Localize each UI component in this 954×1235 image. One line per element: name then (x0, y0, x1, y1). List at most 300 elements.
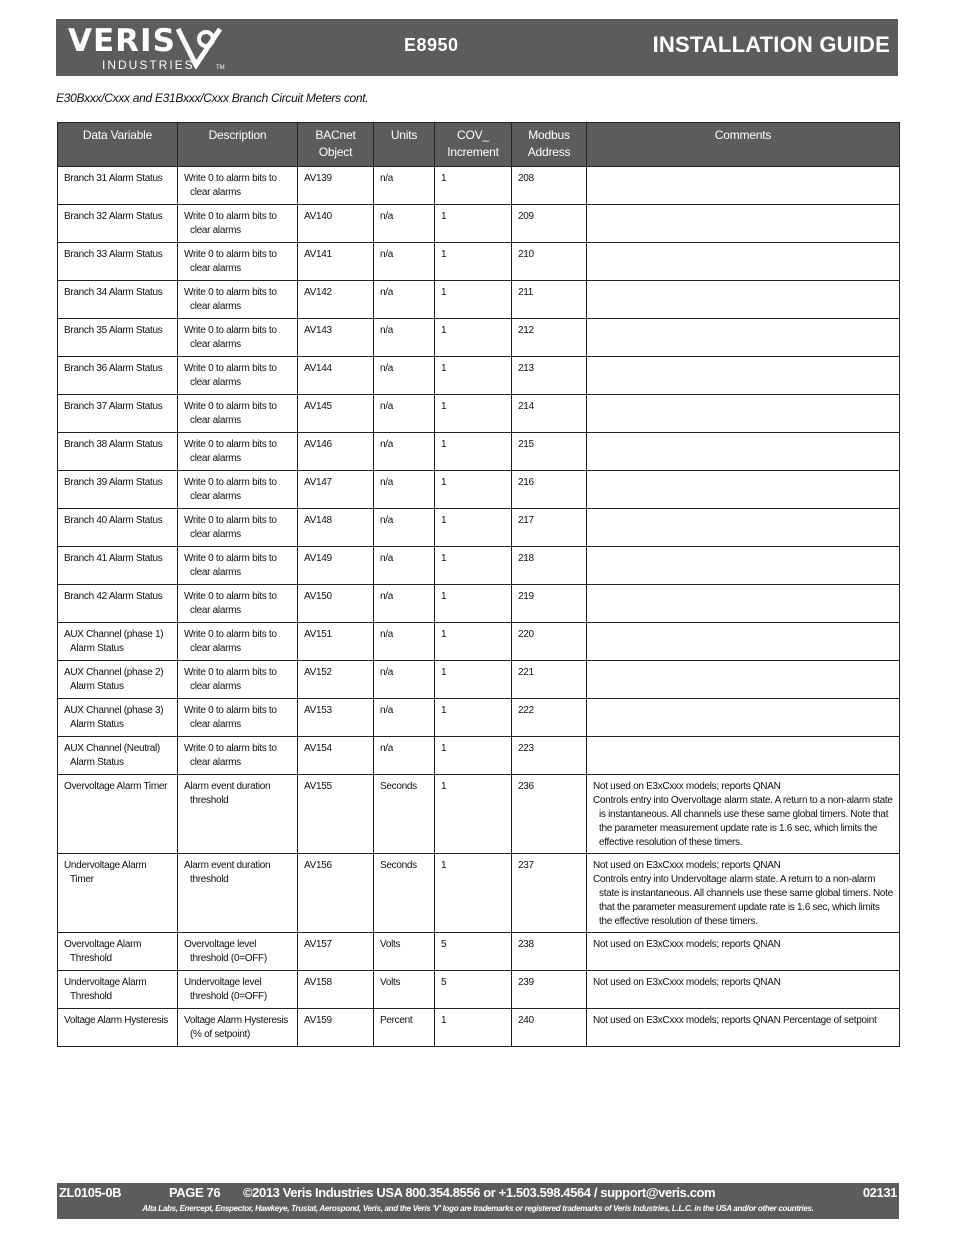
modbus-address-text: 221 (518, 667, 534, 678)
data-variable-text: Branch 32 Alarm Status (64, 211, 163, 222)
modbus-address-text: 222 (518, 705, 534, 716)
cov-increment-cell (435, 585, 512, 623)
table-row (58, 699, 900, 737)
bacnet-object-cell (298, 661, 374, 699)
cov-increment-text: 1 (441, 1015, 447, 1026)
units-text: n/a (380, 401, 394, 412)
description-text: Write 0 to alarm bits to clear alarms (184, 211, 277, 236)
description-text: Write 0 to alarm bits to clear alarms (184, 705, 277, 730)
cov-increment-cell (435, 509, 512, 547)
data-variable-cell (58, 854, 178, 933)
table-row (58, 395, 900, 433)
description-cell (178, 205, 298, 243)
table-row (58, 433, 900, 471)
table-row (58, 933, 900, 971)
units-text: n/a (380, 439, 394, 450)
cov-increment-cell (435, 661, 512, 699)
comments-cell (587, 243, 900, 281)
cov-increment-text: 1 (441, 667, 447, 678)
bacnet-object-text: AV151 (304, 629, 332, 640)
description-text: Write 0 to alarm bits to clear alarms (184, 363, 277, 388)
data-variable-text: Voltage Alarm Hysteresis (64, 1015, 168, 1026)
table-row (58, 971, 900, 1009)
table-row (58, 737, 900, 775)
modbus-address-cell (512, 433, 587, 471)
comments-cell (587, 319, 900, 357)
bacnet-object-text: AV149 (304, 553, 332, 564)
comment-text: Controls entry into Overvoltage alarm state. A return to a non-alarm state is instantaneous. All channels use these same global timers. Note that the parameter measurement update rate is 1.6 sec, which limits the effective resolution of these timers. (593, 795, 893, 848)
cov-increment-text: 1 (441, 439, 447, 450)
modbus-address-cell (512, 357, 587, 395)
table-row (58, 623, 900, 661)
units-text: n/a (380, 363, 394, 374)
comments-cell (587, 167, 900, 205)
modbus-address-text: 209 (518, 211, 534, 222)
comments-cell (587, 737, 900, 775)
page-footer (57, 1183, 899, 1219)
description-text: Write 0 to alarm bits to clear alarms (184, 591, 277, 616)
cov-increment-cell (435, 167, 512, 205)
bacnet-object-text: AV153 (304, 705, 332, 716)
data-variable-text: Branch 39 Alarm Status (64, 477, 163, 488)
table-row (58, 319, 900, 357)
modbus-address-text: 216 (518, 477, 534, 488)
logo-wordmark: VERIS (68, 23, 176, 59)
comment-text: Controls entry into Undervoltage alarm state. A return to a non-alarm state is instantaneous. All channels use these same global timers. Note that the parameter measurement update rate is 1.6 sec, which limits the effective resolution of these timers. (593, 874, 893, 927)
comment-text: Not used on E3xCxxx models; reports QNAN (593, 860, 781, 871)
column-header: COV_ Increment (435, 123, 512, 167)
description-text: Write 0 to alarm bits to clear alarms (184, 325, 277, 350)
bacnet-object-cell (298, 243, 374, 281)
contact-info: ©2013 Veris Industries USA 800.354.8556 or +1.503.598.4564 / support@veris.com (243, 1185, 716, 1200)
description-cell (178, 737, 298, 775)
page-header (56, 19, 898, 76)
cov-increment-cell (435, 737, 512, 775)
comments-cell (587, 395, 900, 433)
bacnet-object-cell (298, 357, 374, 395)
description-cell (178, 775, 298, 854)
cov-increment-text: 1 (441, 629, 447, 640)
data-variable-text: Branch 33 Alarm Status (64, 249, 163, 260)
description-cell (178, 623, 298, 661)
units-text: n/a (380, 249, 394, 260)
description-cell (178, 661, 298, 699)
description-text: Write 0 to alarm bits to clear alarms (184, 629, 277, 654)
cov-increment-cell (435, 395, 512, 433)
description-cell (178, 971, 298, 1009)
table-row (58, 243, 900, 281)
bacnet-object-text: AV159 (304, 1015, 332, 1026)
data-variable-cell (58, 281, 178, 319)
comments-cell (587, 433, 900, 471)
units-cell (374, 281, 435, 319)
modbus-address-text: 218 (518, 553, 534, 564)
comments-cell (587, 661, 900, 699)
data-variable-cell (58, 167, 178, 205)
modbus-address-text: 240 (518, 1015, 534, 1026)
column-header: Modbus Address (512, 123, 587, 167)
cov-increment-cell (435, 623, 512, 661)
units-cell (374, 1009, 435, 1047)
modbus-address-cell (512, 319, 587, 357)
cov-increment-cell (435, 319, 512, 357)
data-variable-cell (58, 243, 178, 281)
cov-increment-cell (435, 699, 512, 737)
units-text: n/a (380, 743, 394, 754)
bacnet-object-cell (298, 395, 374, 433)
units-cell (374, 737, 435, 775)
bacnet-object-cell (298, 547, 374, 585)
modbus-address-cell (512, 167, 587, 205)
description-text: Write 0 to alarm bits to clear alarms (184, 553, 277, 578)
bacnet-object-text: AV157 (304, 939, 332, 950)
modbus-address-cell (512, 395, 587, 433)
cov-increment-text: 5 (441, 939, 447, 950)
guide-title: INSTALLATION GUIDE (652, 32, 890, 57)
modbus-address-text: 220 (518, 629, 534, 640)
modbus-address-text: 214 (518, 401, 534, 412)
description-cell (178, 167, 298, 205)
data-variable-text: Branch 42 Alarm Status (64, 591, 163, 602)
cov-increment-cell (435, 971, 512, 1009)
description-text: Voltage Alarm Hysteresis (% of setpoint) (184, 1015, 288, 1040)
units-cell (374, 933, 435, 971)
bacnet-object-cell (298, 933, 374, 971)
cov-increment-cell (435, 243, 512, 281)
description-cell (178, 933, 298, 971)
data-variable-text: AUX Channel (phase 2) Alarm Status (64, 667, 164, 692)
units-text: n/a (380, 705, 394, 716)
units-text: n/a (380, 287, 394, 298)
comments-cell (587, 471, 900, 509)
description-text: Write 0 to alarm bits to clear alarms (184, 667, 277, 692)
bacnet-object-text: AV150 (304, 591, 332, 602)
modbus-address-cell (512, 1009, 587, 1047)
modbus-address-text: 208 (518, 173, 534, 184)
description-cell (178, 547, 298, 585)
description-cell (178, 395, 298, 433)
comment-text: Not used on E3xCxxx models; reports QNAN (593, 781, 781, 792)
data-variable-cell (58, 509, 178, 547)
bacnet-object-text: AV155 (304, 781, 332, 792)
units-cell (374, 971, 435, 1009)
description-cell (178, 319, 298, 357)
data-variable-cell (58, 585, 178, 623)
modbus-address-cell (512, 854, 587, 933)
description-text: Alarm event duration threshold (184, 781, 271, 806)
column-header: Units (374, 123, 435, 167)
cov-increment-text: 1 (441, 860, 447, 871)
table-row (58, 357, 900, 395)
comments-cell (587, 623, 900, 661)
table-row (58, 585, 900, 623)
units-cell (374, 547, 435, 585)
modbus-address-cell (512, 547, 587, 585)
bacnet-object-text: AV147 (304, 477, 332, 488)
bacnet-object-cell (298, 433, 374, 471)
cov-increment-text: 1 (441, 211, 447, 222)
units-text: Seconds (380, 781, 417, 792)
bacnet-object-cell (298, 471, 374, 509)
data-variable-text: Undervoltage Alarm Threshold (64, 977, 147, 1002)
modbus-address-cell (512, 585, 587, 623)
modbus-address-text: 236 (518, 781, 534, 792)
modbus-address-text: 237 (518, 860, 534, 871)
data-variable-text: Branch 36 Alarm Status (64, 363, 163, 374)
units-cell (374, 319, 435, 357)
bacnet-object-cell (298, 1009, 374, 1047)
modbus-address-text: 223 (518, 743, 534, 754)
cov-increment-cell (435, 357, 512, 395)
modbus-address-cell (512, 661, 587, 699)
cov-increment-text: 1 (441, 515, 447, 526)
units-cell (374, 205, 435, 243)
data-variable-cell (58, 471, 178, 509)
cov-increment-text: 1 (441, 325, 447, 336)
logo-trademark: TM (216, 65, 225, 71)
modbus-address-cell (512, 623, 587, 661)
data-variable-text: Overvoltage Alarm Timer (64, 781, 168, 792)
data-variable-cell (58, 395, 178, 433)
description-text: Write 0 to alarm bits to clear alarms (184, 439, 277, 464)
data-variable-text: AUX Channel (Neutral) Alarm Status (64, 743, 160, 768)
modbus-address-text: 211 (518, 287, 534, 298)
bacnet-object-cell (298, 737, 374, 775)
modbus-address-cell (512, 471, 587, 509)
comments-cell (587, 933, 900, 971)
description-cell (178, 699, 298, 737)
cov-increment-text: 1 (441, 553, 447, 564)
modbus-address-cell (512, 933, 587, 971)
description-text: Write 0 to alarm bits to clear alarms (184, 287, 277, 312)
comments-cell (587, 1009, 900, 1047)
data-variable-text: AUX Channel (phase 1) Alarm Status (64, 629, 164, 654)
bacnet-object-text: AV148 (304, 515, 332, 526)
units-text: Volts (380, 977, 401, 988)
data-variable-text: Branch 41 Alarm Status (64, 553, 163, 564)
description-cell (178, 471, 298, 509)
data-variable-cell (58, 623, 178, 661)
bacnet-object-cell (298, 205, 374, 243)
cov-increment-cell (435, 281, 512, 319)
modbus-address-text: 210 (518, 249, 534, 260)
cov-increment-cell (435, 433, 512, 471)
bacnet-object-cell (298, 699, 374, 737)
data-variable-cell (58, 933, 178, 971)
modbus-address-cell (512, 737, 587, 775)
data-variable-text: Branch 40 Alarm Status (64, 515, 163, 526)
bacnet-object-cell (298, 623, 374, 661)
comments-cell (587, 357, 900, 395)
comment-text: Not used on E3xCxxx models; reports QNAN (593, 939, 781, 950)
column-header: Data Variable (58, 123, 178, 167)
data-variable-cell (58, 357, 178, 395)
bacnet-object-table (57, 122, 900, 1047)
data-variable-text: Branch 37 Alarm Status (64, 401, 163, 412)
table-row (58, 854, 900, 933)
modbus-address-cell (512, 281, 587, 319)
description-cell (178, 357, 298, 395)
modbus-address-text: 238 (518, 939, 534, 950)
bacnet-object-text: AV139 (304, 173, 332, 184)
description-cell (178, 509, 298, 547)
units-text: n/a (380, 173, 394, 184)
comment-text: Not used on E3xCxxx models; reports QNAN Percentage of setpoint (593, 1015, 877, 1026)
description-cell (178, 281, 298, 319)
bacnet-object-text: AV145 (304, 401, 332, 412)
cov-increment-text: 5 (441, 977, 447, 988)
units-text: Seconds (380, 860, 417, 871)
table-row (58, 471, 900, 509)
veris-logo (64, 23, 234, 73)
bacnet-object-cell (298, 319, 374, 357)
bacnet-object-cell (298, 971, 374, 1009)
modbus-address-cell (512, 775, 587, 854)
table-row (58, 509, 900, 547)
table-row (58, 547, 900, 585)
description-text: Write 0 to alarm bits to clear alarms (184, 477, 277, 502)
description-text: Write 0 to alarm bits to clear alarms (184, 401, 277, 426)
cov-increment-text: 1 (441, 477, 447, 488)
data-variable-text: Branch 38 Alarm Status (64, 439, 163, 450)
description-text: Write 0 to alarm bits to clear alarms (184, 173, 277, 198)
document-id: ZL0105-0B (59, 1185, 122, 1200)
data-variable-cell (58, 699, 178, 737)
comments-cell (587, 205, 900, 243)
modbus-address-text: 212 (518, 325, 534, 336)
table-header-row (58, 123, 900, 167)
units-cell (374, 509, 435, 547)
cov-increment-text: 1 (441, 705, 447, 716)
units-cell (374, 433, 435, 471)
bacnet-object-cell (298, 167, 374, 205)
cov-increment-text: 1 (441, 363, 447, 374)
data-variable-text: AUX Channel (phase 3) Alarm Status (64, 705, 164, 730)
description-cell (178, 854, 298, 933)
cov-increment-text: 1 (441, 173, 447, 184)
section-title: E30Bxxx/Cxxx and E31Bxxx/Cxxx Branch Circuit Meters cont. (56, 91, 369, 105)
table-row (58, 205, 900, 243)
data-variable-text: Branch 35 Alarm Status (64, 325, 163, 336)
cov-increment-cell (435, 854, 512, 933)
units-text: n/a (380, 325, 394, 336)
cov-increment-cell (435, 775, 512, 854)
units-cell (374, 167, 435, 205)
modbus-address-text: 219 (518, 591, 534, 602)
bacnet-object-cell (298, 854, 374, 933)
model-number: E8950 (404, 35, 459, 55)
units-text: n/a (380, 477, 394, 488)
comments-cell (587, 547, 900, 585)
data-variable-text: Branch 34 Alarm Status (64, 287, 163, 298)
modbus-address-cell (512, 971, 587, 1009)
description-cell (178, 243, 298, 281)
units-text: n/a (380, 591, 394, 602)
units-cell (374, 775, 435, 854)
bacnet-object-cell (298, 775, 374, 854)
units-cell (374, 243, 435, 281)
modbus-address-text: 213 (518, 363, 534, 374)
data-variable-cell (58, 661, 178, 699)
comments-cell (587, 971, 900, 1009)
table-row (58, 661, 900, 699)
units-cell (374, 699, 435, 737)
comments-cell (587, 699, 900, 737)
data-variable-cell (58, 319, 178, 357)
modbus-address-cell (512, 243, 587, 281)
data-variable-cell (58, 1009, 178, 1047)
units-text: Volts (380, 939, 401, 950)
bacnet-object-text: AV146 (304, 439, 332, 450)
modbus-address-text: 239 (518, 977, 534, 988)
column-header: Description (178, 123, 298, 167)
units-text: n/a (380, 553, 394, 564)
comments-cell (587, 585, 900, 623)
trademark-notice: Alta Labs, Enercept, Enspector, Hawkeye, Trustat, Aerospond, Veris, and the Veris 'V' logo are trademarks or registered trademarks of Veris Industries, L.L.C. in the USA and/or other countries. (142, 1204, 814, 1213)
table-row (58, 167, 900, 205)
data-variable-cell (58, 433, 178, 471)
logo-subtext: INDUSTRIES (102, 58, 195, 72)
description-cell (178, 433, 298, 471)
description-text: Overvoltage level threshold (0=OFF) (184, 939, 267, 964)
data-variable-text: Overvoltage Alarm Threshold (64, 939, 142, 964)
data-variable-text: Branch 31 Alarm Status (64, 173, 163, 184)
cov-increment-cell (435, 547, 512, 585)
bacnet-object-cell (298, 281, 374, 319)
table-row (58, 281, 900, 319)
cov-increment-cell (435, 471, 512, 509)
modbus-address-cell (512, 509, 587, 547)
page-number: PAGE 76 (169, 1185, 221, 1200)
units-text: n/a (380, 515, 394, 526)
data-variable-cell (58, 971, 178, 1009)
description-text: Write 0 to alarm bits to clear alarms (184, 249, 277, 274)
comment-text: Not used on E3xCxxx models; reports QNAN (593, 977, 781, 988)
description-text: Undervoltage level threshold (0=OFF) (184, 977, 267, 1002)
comments-cell (587, 775, 900, 854)
modbus-address-text: 217 (518, 515, 534, 526)
bacnet-object-cell (298, 509, 374, 547)
units-cell (374, 471, 435, 509)
cov-increment-text: 1 (441, 401, 447, 412)
units-cell (374, 661, 435, 699)
units-cell (374, 623, 435, 661)
description-text: Write 0 to alarm bits to clear alarms (184, 515, 277, 540)
bacnet-object-text: AV140 (304, 211, 332, 222)
units-text: n/a (380, 211, 394, 222)
column-header: BACnet Object (298, 123, 374, 167)
units-cell (374, 854, 435, 933)
comments-cell (587, 854, 900, 933)
description-cell (178, 1009, 298, 1047)
comments-cell (587, 509, 900, 547)
date-code: 02131 (862, 1185, 897, 1200)
data-variable-cell (58, 775, 178, 854)
table-row (58, 775, 900, 854)
data-variable-cell (58, 547, 178, 585)
data-variable-text: Undervoltage Alarm Timer (64, 860, 147, 885)
modbus-address-cell (512, 699, 587, 737)
modbus-address-text: 215 (518, 439, 534, 450)
cov-increment-text: 1 (441, 781, 447, 792)
units-cell (374, 357, 435, 395)
bacnet-object-text: AV152 (304, 667, 332, 678)
cov-increment-text: 1 (441, 591, 447, 602)
cov-increment-text: 1 (441, 743, 447, 754)
units-cell (374, 585, 435, 623)
cov-increment-cell (435, 205, 512, 243)
modbus-address-cell (512, 205, 587, 243)
